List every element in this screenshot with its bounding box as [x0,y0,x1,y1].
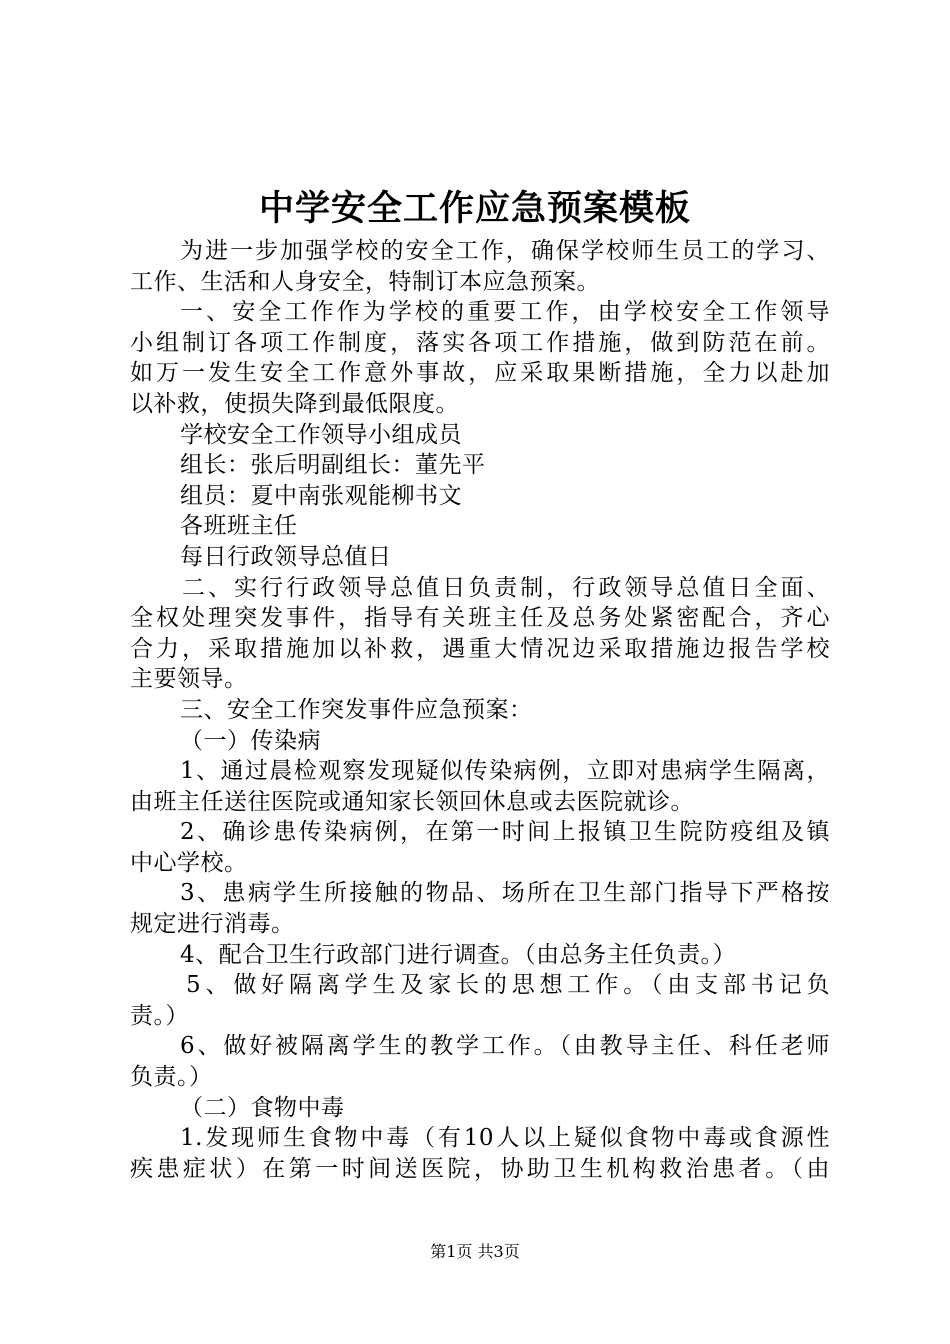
body-line: 2、确诊患传染病例，在第一时间上报镇卫生院防疫组及镇 [180,819,830,846]
body-line: 负责。） [130,1064,213,1091]
body-line: 小组制订各项工作制度，落实各项工作措施，做到防范在前。 [130,329,830,356]
body-line: 学校安全工作领导小组成员 [180,421,462,448]
document-title: 中学安全工作应急预案模板 [258,188,691,229]
body-line: 二、实行行政领导总值日负责制，行政领导总值日全面、 [182,574,830,601]
body-line: 全权处理突发事件，指导有关班主任及总务处紧密配合，齐心 [130,605,830,632]
body-line: 主要领导。 [130,666,248,693]
body-line: 3、患病学生所接触的物品、场所在卫生部门指导下严格按 [180,880,830,907]
body-line: 责。） [130,1002,189,1029]
body-line: 1、通过晨检观察发现疑似传染病例，立即对患病学生隔离， [180,758,830,785]
body-line: 三、安全工作突发事件应急预案： [180,696,533,723]
body-line: （一）传染病 [180,727,321,754]
body-line: 为进一步加强学校的安全工作，确保学校师生员工的学习、 [180,238,830,264]
body-line: 每日行政领导总值日 [180,543,392,570]
body-line: 组员：夏中南张观能柳书文 [180,482,462,509]
body-line: 5、做好隔离学生及家长的思想工作。（由支部书记负 [186,972,830,999]
body-line: 规定进行消毒。 [130,911,295,938]
body-line: 4、配合卫生行政部门进行调查。（由总务主任负责。） [180,941,737,968]
body-line: 合力，采取措施加以补救，遇重大情况边采取措施边报告学校 [130,635,830,662]
body-line: 组长：张后明副组长：董先平 [180,452,486,479]
body-line: 一、安全工作作为学校的重要工作，由学校安全工作领导 [180,299,830,326]
body-line: 如万一发生安全工作意外事故，应采取果断措施，全力以赴加 [130,360,830,387]
document-body [130,236,830,1184]
body-line: 以补救，使损失降到最低限度。 [130,390,459,417]
page-number-footer: 第1页 共3页 [430,1242,520,1261]
body-line: 疾患症状）在第一时间送医院，协助卫生机构救治患者。（由 [130,1155,830,1182]
body-line: 中心学校。 [130,849,248,876]
body-line: 工作、生活和人身安全，特制订本应急预案。 [130,268,600,295]
body-line: 由班主任送往医院或通知家长领回休息或去医院就诊。 [130,788,694,815]
body-line: 6、做好被隔离学生的教学工作。（由教导主任、科任老师 [180,1033,830,1060]
body-line: 1.发现师生食物中毒（有10人以上疑似食物中毒或食源性 [180,1125,830,1152]
body-line: 各班班主任 [180,513,298,540]
body-line: （二）食物中毒 [180,1094,345,1121]
